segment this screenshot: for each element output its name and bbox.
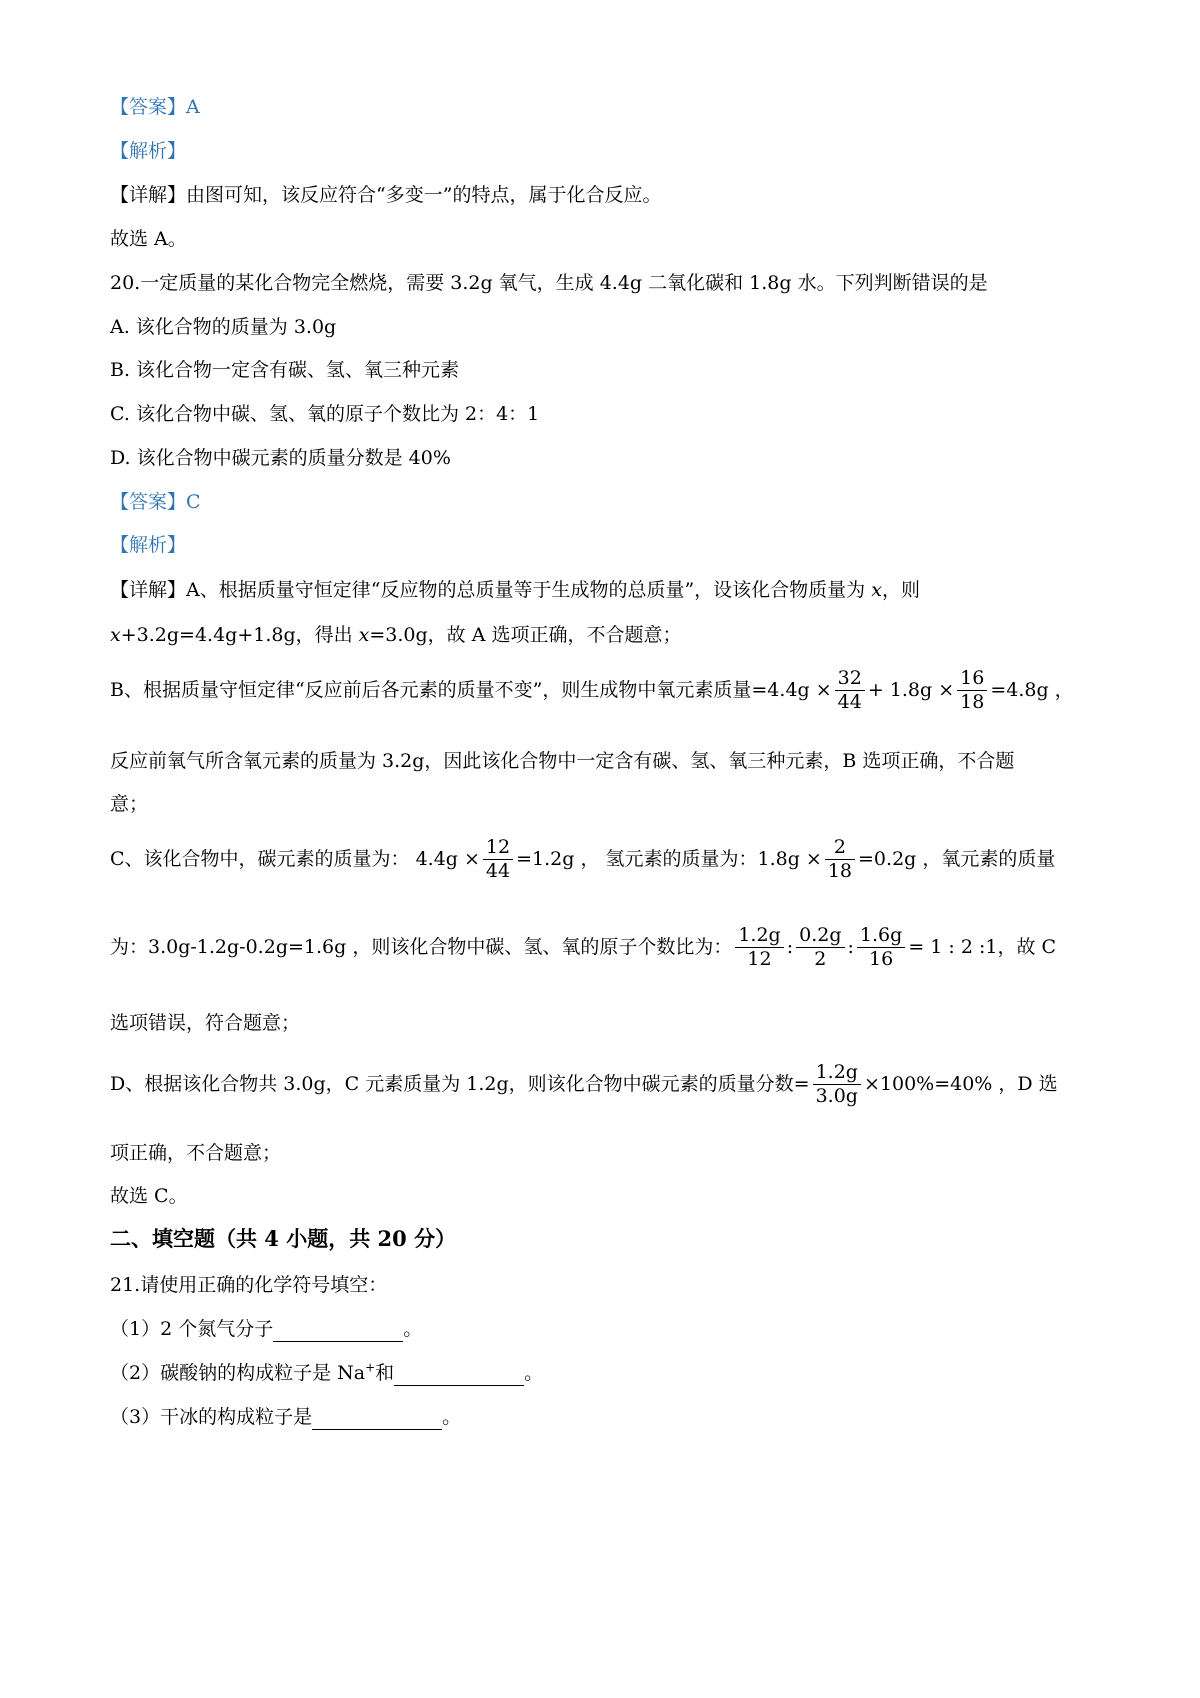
q21-stem: 21.请使用正确的化学符号填空： (110, 1274, 388, 1296)
numerator: 32 (835, 668, 865, 691)
detail-d-text: ×100%=40% ，D 选 (863, 1072, 1058, 1095)
fraction-0.2g-2 (796, 925, 844, 971)
detail-a-text: A、根据质量守恒定律“反应物的总质量等于生成物的总质量”，设该化合物质量为 (186, 579, 872, 601)
end-mark: 。 (403, 1318, 423, 1340)
denominator: 44 (485, 860, 511, 883)
detail-a-text: +3.2g=4.4g+1.8g，得出 (120, 624, 359, 646)
answer-blank[interactable] (273, 1321, 403, 1342)
answer-tag: 【答案】 (110, 491, 187, 513)
q20-option-d: D. 该化合物中碳元素的质量分数是 40% (110, 447, 451, 469)
fraction-1.6g-16 (857, 925, 905, 971)
ratio-colon: : (847, 935, 854, 958)
numerator: 1.6g (857, 925, 905, 948)
q20-stem: 20.一定质量的某化合物完全燃烧，需要 3.2g 氧气，生成 4.4g 二氧化碳和 1.8g 水。下列判断错误的是 (110, 272, 988, 294)
q20-answer-line (110, 489, 201, 515)
q20-detail-d-line2: 项正确，不合题意； (110, 1142, 282, 1164)
q20-detail-c-line1 (110, 837, 1055, 883)
variable-x: x (871, 579, 882, 601)
numerator: 1.2g (813, 1062, 861, 1085)
q19-answer-line (110, 94, 200, 120)
fraction-16-18 (957, 668, 987, 714)
variable-x: x (110, 624, 121, 646)
ion-charge: + (365, 1360, 376, 1375)
q20-detail-b-line1 (110, 668, 1074, 714)
denominator: 16 (869, 948, 894, 971)
end-mark: 。 (442, 1406, 462, 1428)
fraction-1.2g-3.0g (813, 1062, 861, 1108)
denominator: 44 (837, 691, 862, 714)
section-title: 二、填空题（共 4 小题，共 20 分） (110, 1226, 457, 1251)
q20-detail-d-line1 (110, 1062, 1058, 1108)
item-text-tail: 和 (375, 1362, 395, 1384)
detail-b-text: =4.8g ， (990, 678, 1074, 701)
denominator: 18 (960, 691, 985, 714)
detail-c-text: =1.2g ， 氢元素的质量为：1.8g × (516, 847, 822, 870)
detail-tag: 【详解】 (110, 184, 187, 206)
q20-option-a: A. 该化合物的质量为 3.0g (110, 316, 337, 338)
q20-detail-b-line2: 反应前氧气所含氧元素的质量为 3.2g，因此该化合物中一定含有碳、氢、氧三种元素，B 选项正确，不合题 (110, 750, 1015, 772)
q21-item-1 (110, 1316, 422, 1342)
detail-a-text-tail: =3.0g，故 A 选项正确，不合题意； (369, 624, 682, 646)
denominator: 12 (747, 948, 772, 971)
answer-value: A (186, 96, 200, 118)
variable-x: x (358, 624, 370, 646)
denominator: 2 (814, 948, 827, 971)
detail-b-text: B、根据质量守恒定律“反应前后各元素的质量不变”，则生成物中氧元素质量=4.4g × (110, 678, 832, 701)
q19-detail-line (110, 182, 661, 208)
answer-blank[interactable] (394, 1365, 524, 1386)
fraction-2-18 (825, 837, 855, 883)
q21-item-3 (110, 1404, 461, 1430)
q20-detail-a-line2 (110, 622, 681, 648)
q20-detail-c-line3: 选项错误，符合题意； (110, 1012, 301, 1034)
q20-option-b: B. 该化合物一定含有碳、氢、氧三种元素 (110, 359, 460, 381)
detail-c-text: = 1 : 2 :1，故 C (908, 935, 1057, 958)
detail-c-text: C、该化合物中，碳元素的质量为： 4.4g × (110, 847, 480, 870)
q20-option-c: C. 该化合物中碳、氢、氧的原子个数比为 2：4：1 (110, 403, 540, 425)
denominator: 3.0g (815, 1085, 858, 1108)
answer-value: C (186, 491, 201, 513)
answer-blank[interactable] (312, 1409, 442, 1430)
item-text: （1）2 个氮气分子 (110, 1318, 274, 1340)
q20-detail-b-line3: 意； (110, 793, 149, 815)
numerator: 12 (483, 837, 513, 860)
fraction-1.2g-12 (735, 925, 783, 971)
numerator: 0.2g (796, 925, 844, 948)
ratio-colon: : (786, 935, 794, 958)
end-mark: 。 (524, 1362, 544, 1384)
q20-detail-c-line2 (110, 925, 1056, 971)
detail-a-text-tail: ，则 (881, 579, 920, 601)
numerator: 16 (957, 668, 987, 691)
item-text: （2）碳酸钠的构成粒子是 Na (110, 1362, 366, 1384)
analysis-tag: 【解析】 (110, 140, 187, 162)
denominator: 18 (827, 860, 853, 883)
q19-analysis-line (110, 138, 186, 164)
q19-conclusion: 故选 A。 (110, 228, 187, 250)
numerator: 1.2g (735, 925, 783, 948)
item-text: （3）干冰的构成粒子是 (110, 1406, 313, 1428)
q20-conclusion: 故选 C。 (110, 1185, 188, 1207)
detail-c-text: =0.2g ，氧元素的质量 (858, 847, 1056, 870)
numerator: 2 (825, 837, 855, 860)
q20-detail-a-line1 (110, 577, 920, 603)
fraction-32-44 (835, 668, 865, 714)
detail-d-text: D、根据该化合物共 3.0g，C 元素质量为 1.2g，则该化合物中碳元素的质量分数= (110, 1072, 810, 1095)
detail-text: 由图可知，该反应符合“多变一”的特点，属于化合反应。 (186, 184, 662, 206)
answer-tag: 【答案】 (110, 96, 187, 118)
fraction-12-44 (483, 837, 513, 883)
analysis-tag: 【解析】 (110, 534, 187, 556)
q20-analysis-line (110, 532, 186, 558)
q21-item-2 (110, 1360, 543, 1386)
detail-c-text: 为：3.0g-1.2g-0.2g=1.6g ，则该化合物中碳、氢、氧的原子个数比为： (110, 935, 733, 958)
detail-b-text: + 1.8g × (867, 678, 955, 701)
detail-tag: 【详解】 (110, 579, 187, 601)
